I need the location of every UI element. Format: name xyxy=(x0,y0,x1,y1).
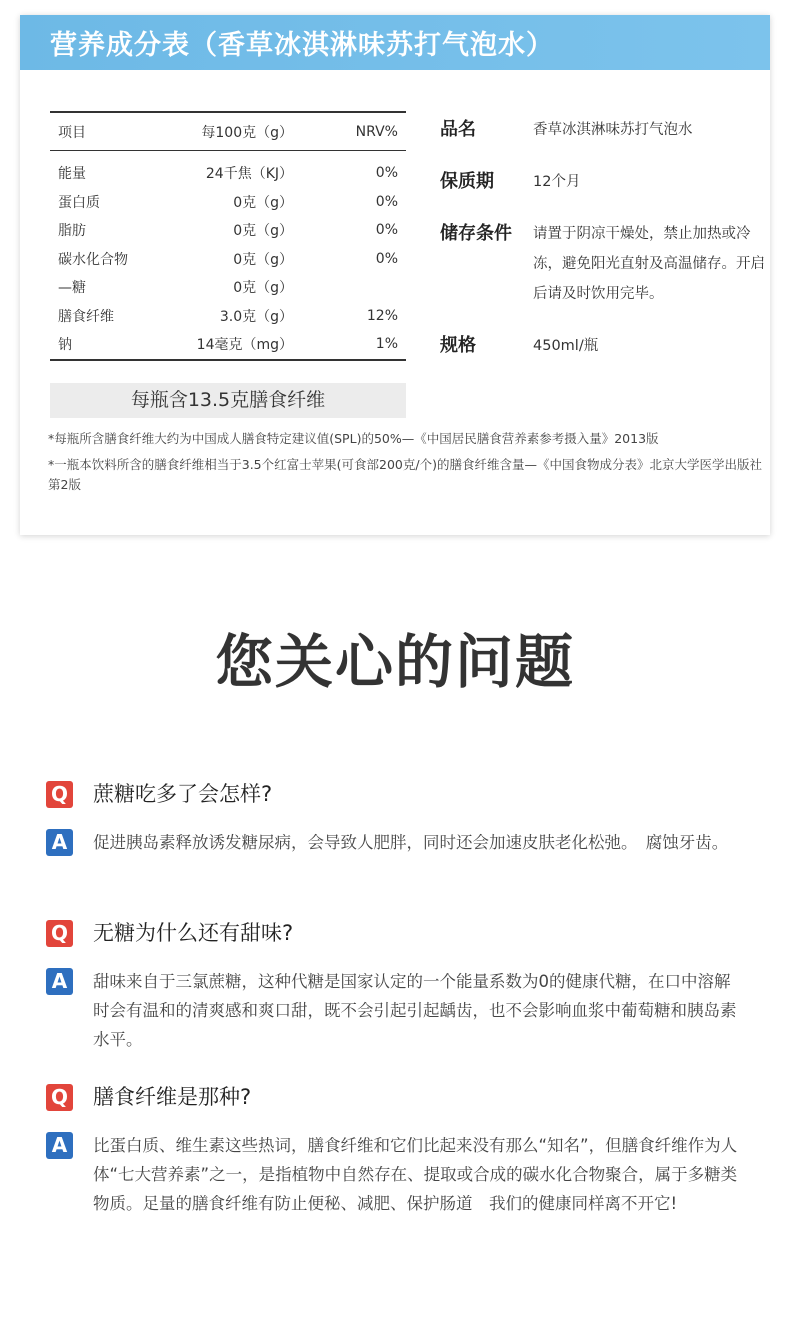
question-text: 无糖为什么还有甜味? xyxy=(93,921,294,945)
card-title: 营养成分表（香草冰淇淋味苏打气泡水） xyxy=(20,15,770,70)
table-cell: 膳食纤维 xyxy=(58,308,114,325)
faq-title: 您关心的问题 xyxy=(214,628,575,696)
answer-icon: A xyxy=(46,829,73,856)
table-cell: 0克（g） xyxy=(233,251,293,268)
info-label: 品名 xyxy=(440,119,476,140)
info-value: 12个月 xyxy=(533,174,581,190)
info-row xyxy=(440,331,770,361)
product-info xyxy=(440,115,770,383)
info-label: 规格 xyxy=(440,335,476,356)
faq-item xyxy=(46,1084,746,1218)
info-value: 请置于阴凉干燥处，禁止加热或冷冻，避免阳光直射及高温储存。开启后请及时饮用完毕。 xyxy=(533,226,765,302)
table-cell: 24千焦（KJ） xyxy=(205,166,293,183)
info-row xyxy=(440,167,770,197)
question-text: 蔗糖吃多了会怎样? xyxy=(93,782,273,806)
answer-text: 甜味来自于三氯蔗糖，这种代糖是国家认定的一个能量系数为0的健康代糖，在口中溶解时会有温和的清爽感和爽口甜，既不会引起引起龋齿，也不会影响血浆中葡萄糖和胰岛素水平。 xyxy=(93,972,737,1049)
col-header: NRV% xyxy=(355,123,398,140)
question-icon: Q xyxy=(46,781,73,808)
question-text: 膳食纤维是那种? xyxy=(93,1085,252,1109)
question-icon: Q xyxy=(46,920,73,947)
table-cell: 0% xyxy=(375,250,398,267)
table-cell: 14毫克（mg） xyxy=(196,337,293,354)
table-row xyxy=(50,188,406,217)
table-cell: 脂肪 xyxy=(58,223,86,240)
table-cell: 0% xyxy=(375,193,398,210)
table-cell: 能量 xyxy=(58,166,86,183)
footnotes xyxy=(48,429,763,501)
info-label: 保质期 xyxy=(440,171,494,192)
answer-text: 促进胰岛素释放诱发糖尿病，会导致人肥胖，同时还会加速皮肤老化松弛。 腐蚀牙齿。 xyxy=(93,833,729,852)
table-cell: 0克（g） xyxy=(233,280,293,297)
nutrition-table xyxy=(50,111,406,361)
nutrition-card xyxy=(20,15,770,535)
table-cell: 3.0克（g） xyxy=(219,308,293,325)
table-header xyxy=(50,113,406,151)
table-row xyxy=(50,302,406,331)
col-header: 项目 xyxy=(58,124,86,141)
table-cell: 0克（g） xyxy=(233,223,293,240)
answer-icon: A xyxy=(46,968,73,995)
col-header: 每100克（g） xyxy=(201,124,293,141)
faq-item xyxy=(46,781,746,857)
info-value: 450ml/瓶 xyxy=(533,338,599,354)
info-value: 香草冰淇淋味苏打气泡水 xyxy=(533,122,693,138)
faq-item xyxy=(46,920,746,1054)
info-label: 储存条件 xyxy=(440,223,512,244)
table-row xyxy=(50,273,406,302)
table-cell: 0% xyxy=(375,222,398,239)
footnote: *每瓶所含膳食纤维大约为中国成人膳食特定建议值(SPL)的50%—《中国居民膳食营养素参考摄入量》2013版 xyxy=(48,431,659,446)
info-row xyxy=(440,219,770,309)
table-row xyxy=(50,216,406,245)
table-cell: 0% xyxy=(375,165,398,182)
fiber-highlight: 每瓶含13.5克膳食纤维 xyxy=(50,383,406,418)
footnote: *一瓶本饮料所含的膳食纤维相当于3.5个红富士苹果(可食部200克/个)的膳食纤维含量—《中国食物成分表》北京大学医学出版社第2版 xyxy=(48,457,762,492)
table-cell: 碳水化合物 xyxy=(58,251,128,268)
table-cell: 蛋白质 xyxy=(58,194,100,211)
table-row xyxy=(50,330,406,359)
table-cell: 1% xyxy=(375,336,398,353)
table-cell: 0克（g） xyxy=(233,194,293,211)
answer-icon: A xyxy=(46,1132,73,1159)
table-cell: 钠 xyxy=(58,337,72,354)
table-row xyxy=(50,245,406,274)
table-cell: —糖 xyxy=(58,280,86,297)
answer-text: 比蛋白质、维生素这些热词，膳食纤维和它们比起来没有那么“知名”，但膳食纤维作为人体“七大营养素”之一，是指植物中自然存在、提取或合成的碳水化合物聚合，属于多糖类物质。足量的膳食纤维有防止便秘、减肥、保护肠道 我们的健康同样离不开它! xyxy=(93,1136,738,1213)
question-icon: Q xyxy=(46,1084,73,1111)
table-row xyxy=(50,159,406,188)
table-cell: 12% xyxy=(366,307,398,324)
info-row xyxy=(440,115,770,145)
